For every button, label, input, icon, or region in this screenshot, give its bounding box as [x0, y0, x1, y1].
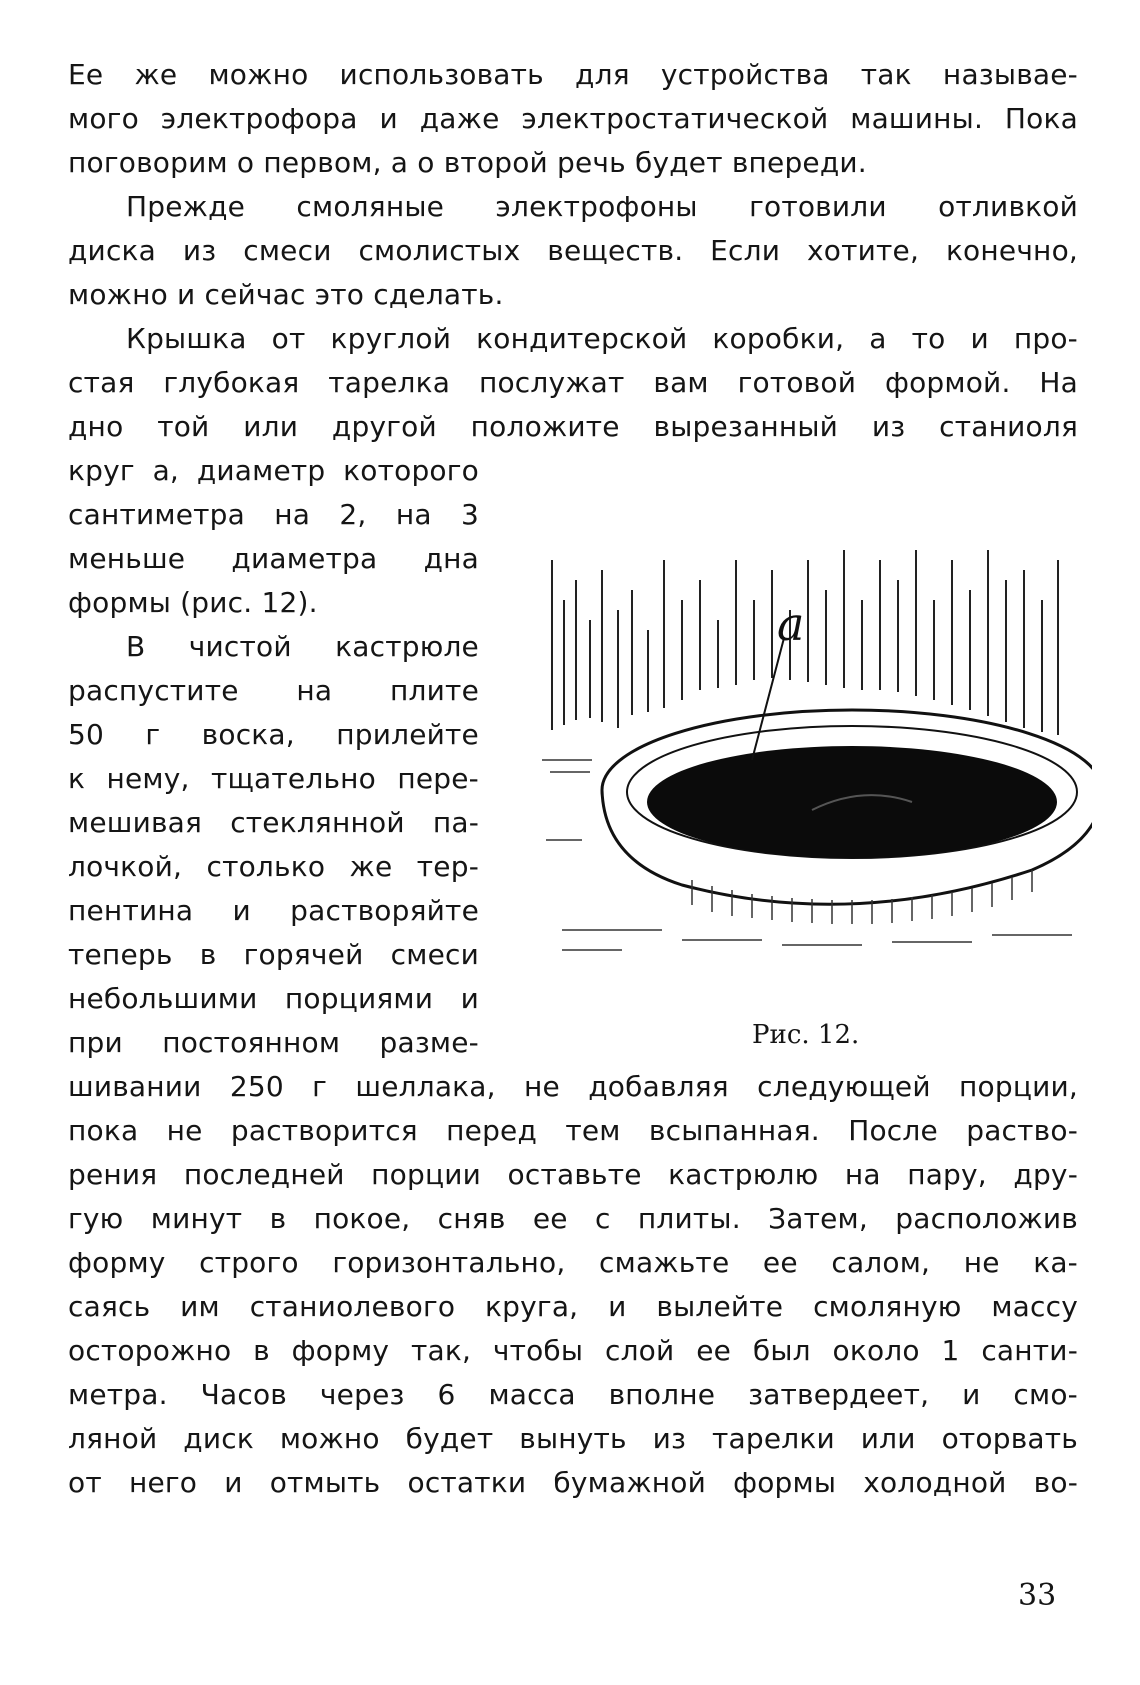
text-line: осторожно в форму так, чтобы слой ее был около 1 санти- [68, 1334, 1078, 1367]
text-line: Крышка от круглой кондитерской коробки, а то и про- [126, 322, 1078, 355]
text-line: рения последней порции оставьте кастрюлю на пару, дру- [68, 1158, 1078, 1191]
text-line: при постоянном разме- [68, 1026, 479, 1059]
text-line: дно той или другой положите вырезанный из станиоля [68, 410, 1078, 443]
text-line: распустите на плите [68, 674, 479, 707]
text-line: Ее же можно использовать для устройства так называе- [68, 58, 1078, 91]
text-line: пока не растворится перед тем всыпанная. После раство- [68, 1114, 1078, 1147]
text-line: шивании 250 г шеллака, не добавляя следующей порции, [68, 1070, 1078, 1103]
text-line: Прежде смоляные электрофоны готовили отливкой [126, 190, 1078, 223]
text-line: поговорим о первом, а о второй речь будет впереди. [68, 146, 867, 179]
text-line: диска из смеси смолистых веществ. Если хотите, конечно, [68, 234, 1078, 267]
page-number: 33 [1018, 1578, 1057, 1613]
text-line: небольшими порциями и [68, 982, 479, 1015]
text-line: от него и отмыть остатки бумажной формы холодной во- [68, 1466, 1078, 1499]
text-line: мого электрофора и даже электростатической машины. Пока [68, 102, 1078, 135]
text-line: гую минут в покое, сняв ее с плиты. Затем, расположив [68, 1202, 1078, 1235]
text-line: ляной диск можно будет вынуть из тарелки или оторвать [68, 1422, 1078, 1455]
figure-caption: Рис. 12. [752, 1020, 860, 1050]
text-line: лочкой, столько же тер- [68, 850, 479, 883]
text-line: В чистой кастрюле [126, 630, 479, 663]
text-line: стая глубокая тарелка послужат вам готовой формой. На [68, 366, 1078, 399]
text-line: метра. Часов через 6 масса вполне затвердеет, и смо- [68, 1378, 1078, 1411]
text-line: пентина и растворяйте [68, 894, 479, 927]
text-line: к нему, тщательно пере- [68, 762, 479, 795]
text-line: теперь в горячей смеси [68, 938, 479, 971]
text-line: круг а, диаметр которого [68, 454, 479, 487]
foil-disc [647, 746, 1057, 858]
text-line: меньше диаметра дна [68, 542, 479, 575]
text-line: можно и сейчас это сделать. [68, 278, 504, 311]
text-line: мешивая стеклянной па- [68, 806, 479, 839]
dish-illustration [532, 540, 1092, 990]
figure-label: а [777, 597, 805, 651]
text-line: 50 г воска, прилейте [68, 718, 479, 751]
text-line: форму строго горизонтально, смажьте ее салом, не ка- [68, 1246, 1078, 1279]
text-line: формы (рис. 12). [68, 586, 318, 619]
text-line: сантиметра на 2, на 3 [68, 498, 479, 531]
text-line: саясь им станиолевого круга, и вылейте смоляную массу [68, 1290, 1078, 1323]
